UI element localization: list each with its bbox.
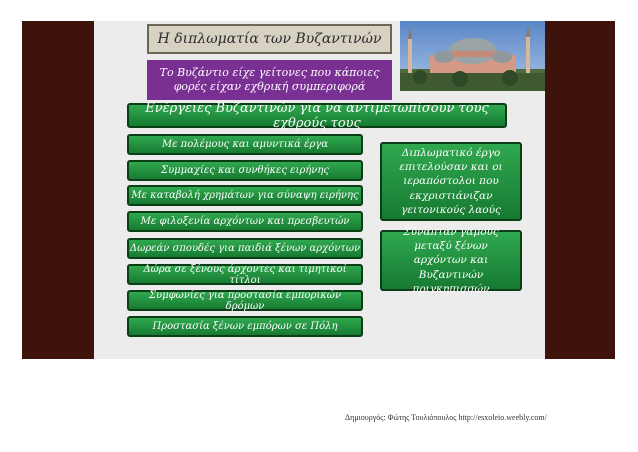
- actions-header: Ενέργειες Βυζαντινών για να αντιμετωπίσουν τους εχθρούς τους: [127, 103, 507, 128]
- action-item-trade-routes: Συμφωνίες για προστασία εμπορικών δρόμων: [127, 290, 363, 311]
- marriages-note: Σύναπταν γάμους μεταξύ ξένων αρχόντων και Βυζαντινών πριγκηπισσών: [380, 230, 522, 291]
- action-item-alliances: Συμμαχίες και συνθήκες ειρήνης: [127, 160, 363, 181]
- action-item-wars: Με πολέμους και αμυντικά έργα: [127, 134, 363, 155]
- action-item-hospitality: Με φιλοξενία αρχόντων και πρεσβευτών: [127, 211, 363, 232]
- action-item-merchants: Προστασία ξένων εμπόρων σε Πόλη: [127, 316, 363, 337]
- action-item-payments: Με καταβολή χρημάτων για σύναψη ειρήνης: [127, 185, 363, 206]
- hagia-sophia-photo: [400, 21, 545, 91]
- missionaries-note: Διπλωματικό έργο επιτελούσαν και οι ιεραπόστολοι που εκχριστιάνιζαν γειτονικούς λαούς: [380, 142, 522, 221]
- author-credit: Δημιουργός: Φώτης Τουλιόπουλος http://esxoleio.weebly.com/: [345, 413, 547, 422]
- action-item-gifts: Δώρα σε ξένους άρχοντες και τιμητικοί τίτλοι: [127, 264, 363, 285]
- intro-box: Το Βυζάντιο είχε γείτονες που κάποιες φορές είχαν εχθρική συμπεριφορά: [147, 60, 392, 100]
- slide-title: Η διπλωματία των Βυζαντινών: [147, 24, 392, 54]
- hagia-sophia-illustration: [400, 21, 545, 91]
- action-item-education: Δωρεάν σπουδές για παιδιά ξένων αρχόντων: [127, 238, 363, 259]
